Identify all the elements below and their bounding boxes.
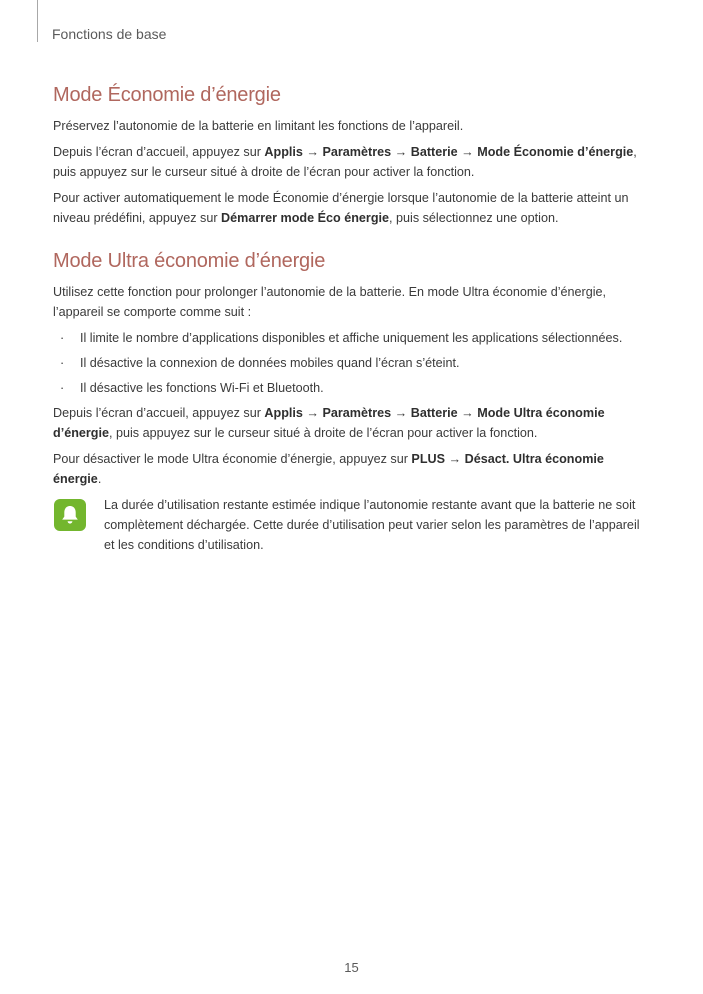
bullet: ·: [60, 381, 65, 395]
menu-applis: Applis: [264, 406, 303, 420]
menu-parametres: Paramètres: [322, 145, 392, 159]
list-item: [53, 328, 653, 348]
arrow: →: [302, 145, 323, 159]
bullet: ·: [60, 356, 65, 370]
note-text: La durée d’utilisation restante estimée indique l’autonomie restante avant que la batterie ne soit complètement déchargée. Cette durée d’utilisation peut varier selon les paramètres de l’appareil et les conditions d’utilisation.: [104, 498, 640, 552]
menu-mode-ultra: Mode Ultra économie d’énergie: [53, 406, 605, 440]
menu-plus: PLUS: [411, 452, 446, 466]
instructions-paragraph: [53, 142, 653, 182]
menu-batterie: Batterie: [410, 406, 458, 420]
bell-icon: [54, 499, 86, 531]
text: , puis sélectionnez une option.: [389, 211, 559, 225]
menu-applis: Applis: [264, 145, 303, 159]
header-divider: [37, 0, 38, 42]
bullet: ·: [60, 331, 65, 345]
arrow: →: [391, 406, 411, 420]
menu-demarrer-mode: Démarrer mode Éco énergie: [221, 211, 390, 225]
list-item: [53, 378, 653, 398]
arrow: →: [391, 145, 411, 159]
menu-mode-economie: Mode Économie d’énergie: [477, 145, 634, 159]
list-item-text: Il désactive les fonctions Wi-Fi et Bluetooth.: [80, 381, 324, 395]
text: , puis appuyez sur le curseur situé à droite de l’écran pour activer la fonction.: [109, 426, 538, 440]
list-item: [53, 353, 653, 373]
text: , puis appuyez sur le curseur situé à droite de l’écran pour activer la fonction.: [53, 145, 637, 179]
deactivate-paragraph: [53, 449, 653, 489]
menu-batterie: Batterie: [410, 145, 458, 159]
text: Depuis l’écran d’accueil, appuyez sur: [53, 145, 265, 159]
section-title-power-saving: Mode Économie d’énergie: [53, 84, 281, 106]
arrow: →: [445, 452, 465, 466]
text: Depuis l’écran d’accueil, appuyez sur: [53, 406, 265, 420]
text: Pour activer automatiquement le mode Économie d’énergie lorsque l’autonomie de la batterie atteint un niveau prédéfini, appuyez sur: [53, 191, 629, 225]
list-item-text: Il désactive la connexion de données mobiles quand l’écran s’éteint.: [80, 356, 460, 370]
ultra-intro-paragraph: Utilisez cette fonction pour prolonger l’autonomie de la batterie. En mode Ultra économie d’énergie, l’appareil se comporte comme suit :: [53, 285, 607, 319]
auto-activate-paragraph: [53, 188, 653, 228]
behavior-list: [53, 328, 653, 398]
page-content: [53, 84, 653, 555]
arrow: →: [457, 406, 478, 420]
menu-parametres: Paramètres: [322, 406, 392, 420]
page-number: 15: [344, 960, 359, 975]
text: Pour désactiver le mode Ultra économie d’énergie, appuyez sur: [53, 452, 412, 466]
bell-icon-graphic: [57, 502, 83, 528]
note-box: [53, 495, 653, 555]
text: .: [97, 472, 102, 486]
arrow: →: [302, 406, 323, 420]
menu-desact-ultra: Désact. Ultra économie énergie: [53, 452, 604, 486]
list-item-text: Il limite le nombre d’applications disponibles et affiche uniquement les applications sélectionnées.: [80, 331, 623, 345]
section-title-ultra-power-saving: Mode Ultra économie d’énergie: [53, 250, 326, 272]
arrow: →: [457, 145, 478, 159]
intro-paragraph: Préservez l’autonomie de la batterie en limitant les fonctions de l’appareil.: [53, 119, 464, 133]
section-header: Fonctions de base: [52, 26, 167, 42]
ultra-instructions-paragraph: [53, 403, 653, 443]
